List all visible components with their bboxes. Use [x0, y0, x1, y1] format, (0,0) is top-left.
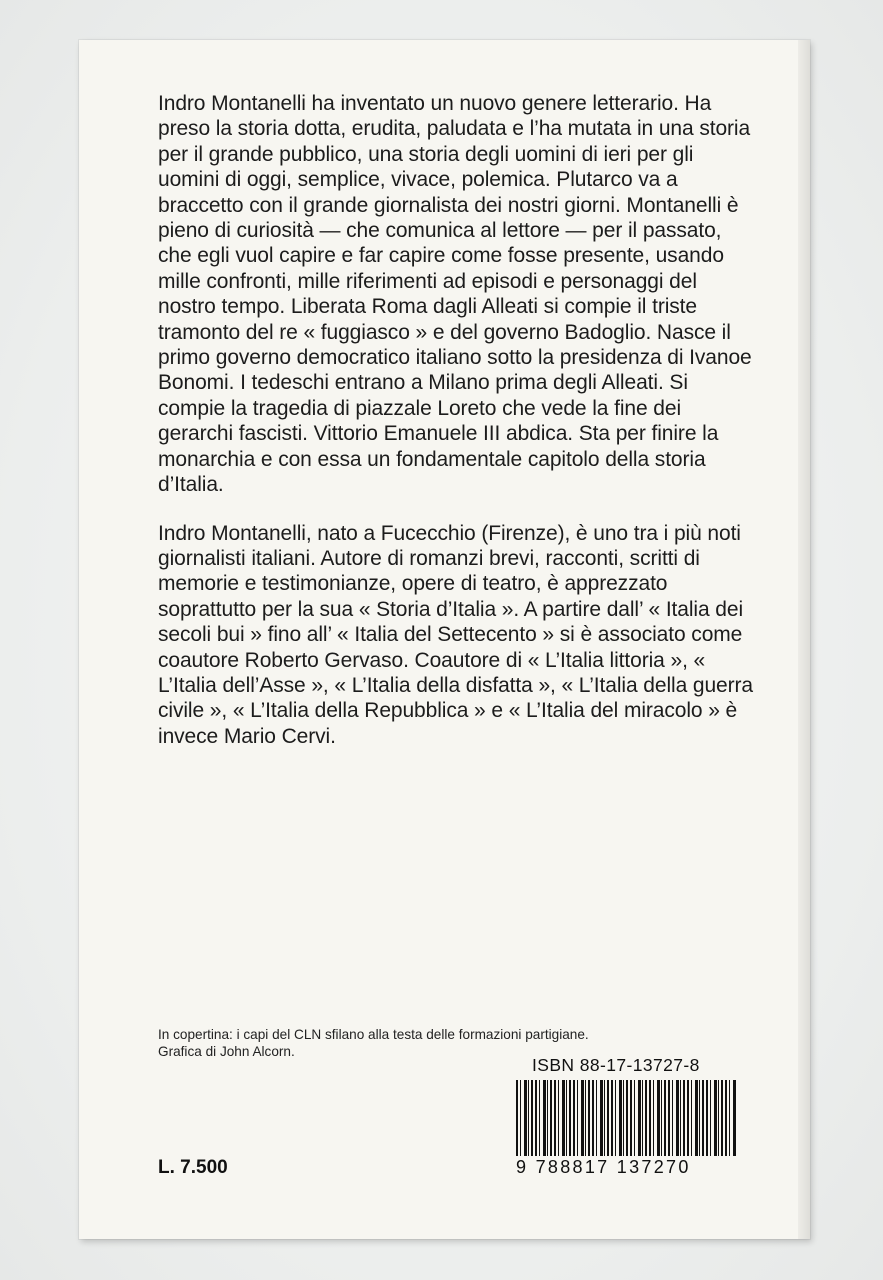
price-label: L. 7.500	[158, 1157, 228, 1178]
synopsis-paragraph: Indro Montanelli ha inventato un nuovo genere letterario. Ha preso la storia dotta, erudita, paludata e l’ha mutata in una storia per il grande pubblico, una storia degli uomini di ieri per gli uomini di oggi, semplice, vivace, polemica. Plutarco va a braccetto con il grande giornalista dei nostri giorni. Montanelli è pieno di curiosità — che comunica al lettore — per il passato, che egli vuol capire e far capire come fosse presente, usando mille confronti, mille riferimenti ad episodi e personaggi del nostro tempo. Liberata Roma dagli Alleati si compie il triste tramonto del re « fuggiasco » e del governo Badoglio. Nasce il primo governo democratico italiano sotto la presidenza di Ivanoe Bonomi. I tedeschi entrano a Milano prima degli Alleati. Si compie la tragedia di piazzale Loreto che vede la fine dei gerarchi fascisti. Vittorio Emanuele III abdica. Sta per finire la monarchia e con essa un fondamentale capitolo della storia d’Italia.	[158, 92, 752, 497]
cover-edge-shadow	[798, 40, 810, 1239]
author-bio-paragraph: Indro Montanelli, nato a Fucecchio (Firenze), è uno tra i più noti giornalisti italiani. Autore di romanzi brevi, racconti, scritti di memorie e testimonianze, opere di teatro, è apprezzato soprattutto per la sua « Storia d’Italia ». A partire dall’ « Italia dei secoli bui » fino all’ « Italia del Settecento » si è associato come coautore Roberto Gervaso. Coautore di « L’Italia littoria », « L’Italia dell’Asse », « L’Italia della disfatta », « L’Italia della guerra civile », « L’Italia della Repubblica » e « L’Italia del miracolo » è invece Mario Cervi.	[158, 521, 753, 748]
blurb-text-block	[158, 91, 758, 749]
barcode-number: 9 788817 137270	[516, 1157, 691, 1177]
cover-credit: In copertina: i capi del CLN sfilano alla testa delle formazioni partigiane.	[158, 1027, 589, 1042]
barcode	[516, 1080, 736, 1156]
design-credit: Grafica di John Alcorn.	[158, 1044, 295, 1059]
isbn-label: ISBN 88-17-13727-8	[532, 1055, 700, 1075]
